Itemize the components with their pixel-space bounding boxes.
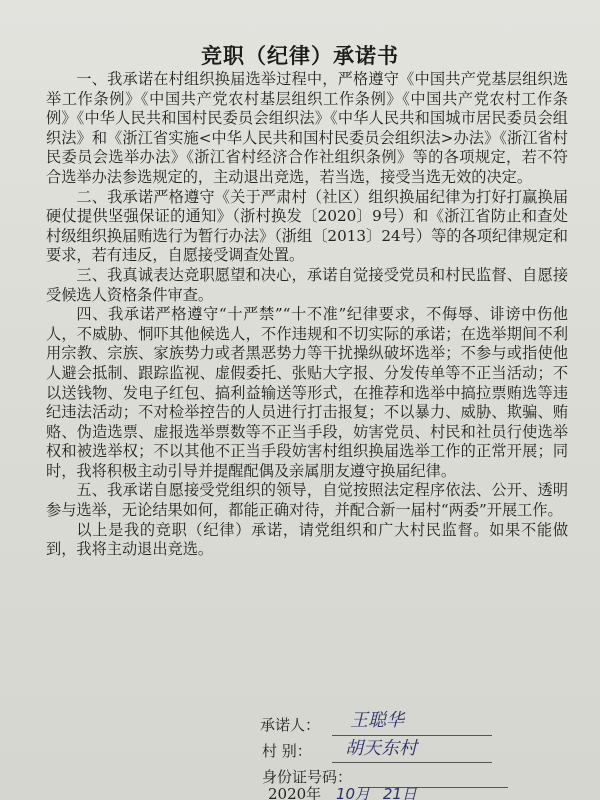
paragraph-1: 一、我承诺在村组织换届选举过程中，严格遵守《中国共产党基层组织选举工作条例》《中国共产党农村基层组织工作条例》《中国共产党农村工作条例》《中华人民共和国村民委员会组织法》《中华人民共和国城市居民委员会组织法》和《浙江省实施<中华人民共和国村民委员会组织法>办法》《浙江省村民委员会选举办法》《浙江省村经济合作社组织条例》等的各项规定，若不符合选举办法参选规定的，主动退出竞选，若当选，接受当选无效的决定。 — [46, 70, 568, 186]
paragraph-3: 三、我真诚表达竞职愿望和决心，承诺自觉接受党员和村民监督、自愿接受候选人资格条件审查。 — [46, 265, 568, 304]
id-number-label: 身份证号码： — [262, 768, 353, 786]
sign-date — [268, 783, 417, 800]
village-label: 村 别： — [262, 742, 312, 760]
date-day: 21日 — [382, 785, 417, 800]
paragraph-4: 四、我承诺严格遵守“十严禁”“十不准”纪律要求，不侮辱、诽谤中伤他人，不威胁、恫吓其他候选人，不作违规和不切实际的承诺；在选举期间不利用宗教、宗族、家族势力或者黑恶势力等干扰操纵破坏选举；不参与或指使他人避会抵制、跟踪监视、虚假委托、张贴大字报、分发传单等不正当活动；不以送钱物、发电子红包、搞利益输送等形式，在推荐和选举中搞拉票贿选等违纪违法活动；不对检举控告的人员进行打击报复；不以暴力、威胁、欺骗、贿赂、伪造选票、虚报选举票数等不正当手段，妨害党员、村民和社员行使选举权和被选举权；不以其他不正当手段妨害村组织换届选举工作的正常开展；同时，我将积极主动引导并提醒配偶及亲属朋友遵守换届纪律。 — [46, 305, 568, 480]
date-year: 2020年 — [268, 785, 322, 800]
promisor-label: 承诺人： — [260, 716, 321, 734]
village-line — [332, 762, 492, 763]
paragraph-5: 五、我承诺自愿接受党组织的领导，自觉按照法定程序依法、公开、透明参与选举，无论结果如何，都能正确对待，并配合新一届村“两委”开展工作。 — [46, 481, 568, 520]
village-handwritten: 胡天东村 — [345, 738, 417, 759]
paragraph-2: 二、我承诺严格遵守《关于严肃村（社区）组织换届纪律为打好打赢换届硬仗提供坚强保证的通知》（浙村换发〔2020〕9号）和《浙江省防止和查处村级组织换届贿选行为暂行办法》（浙组〔2013〕24号）等的各项纪律规定和要求，若有违反，自愿接受调查处置。 — [46, 187, 568, 265]
document-title: 竞职（纪律）承诺书 — [201, 43, 399, 68]
document-body — [46, 70, 568, 560]
date-month: 10月 — [335, 785, 371, 800]
promisor-signature: 王聪华 — [350, 710, 404, 731]
closing-paragraph: 以上是我的竞职（纪律）承诺，请党组织和广大村民监督。如果不能做到，我将主动退出竞选。 — [46, 520, 568, 559]
